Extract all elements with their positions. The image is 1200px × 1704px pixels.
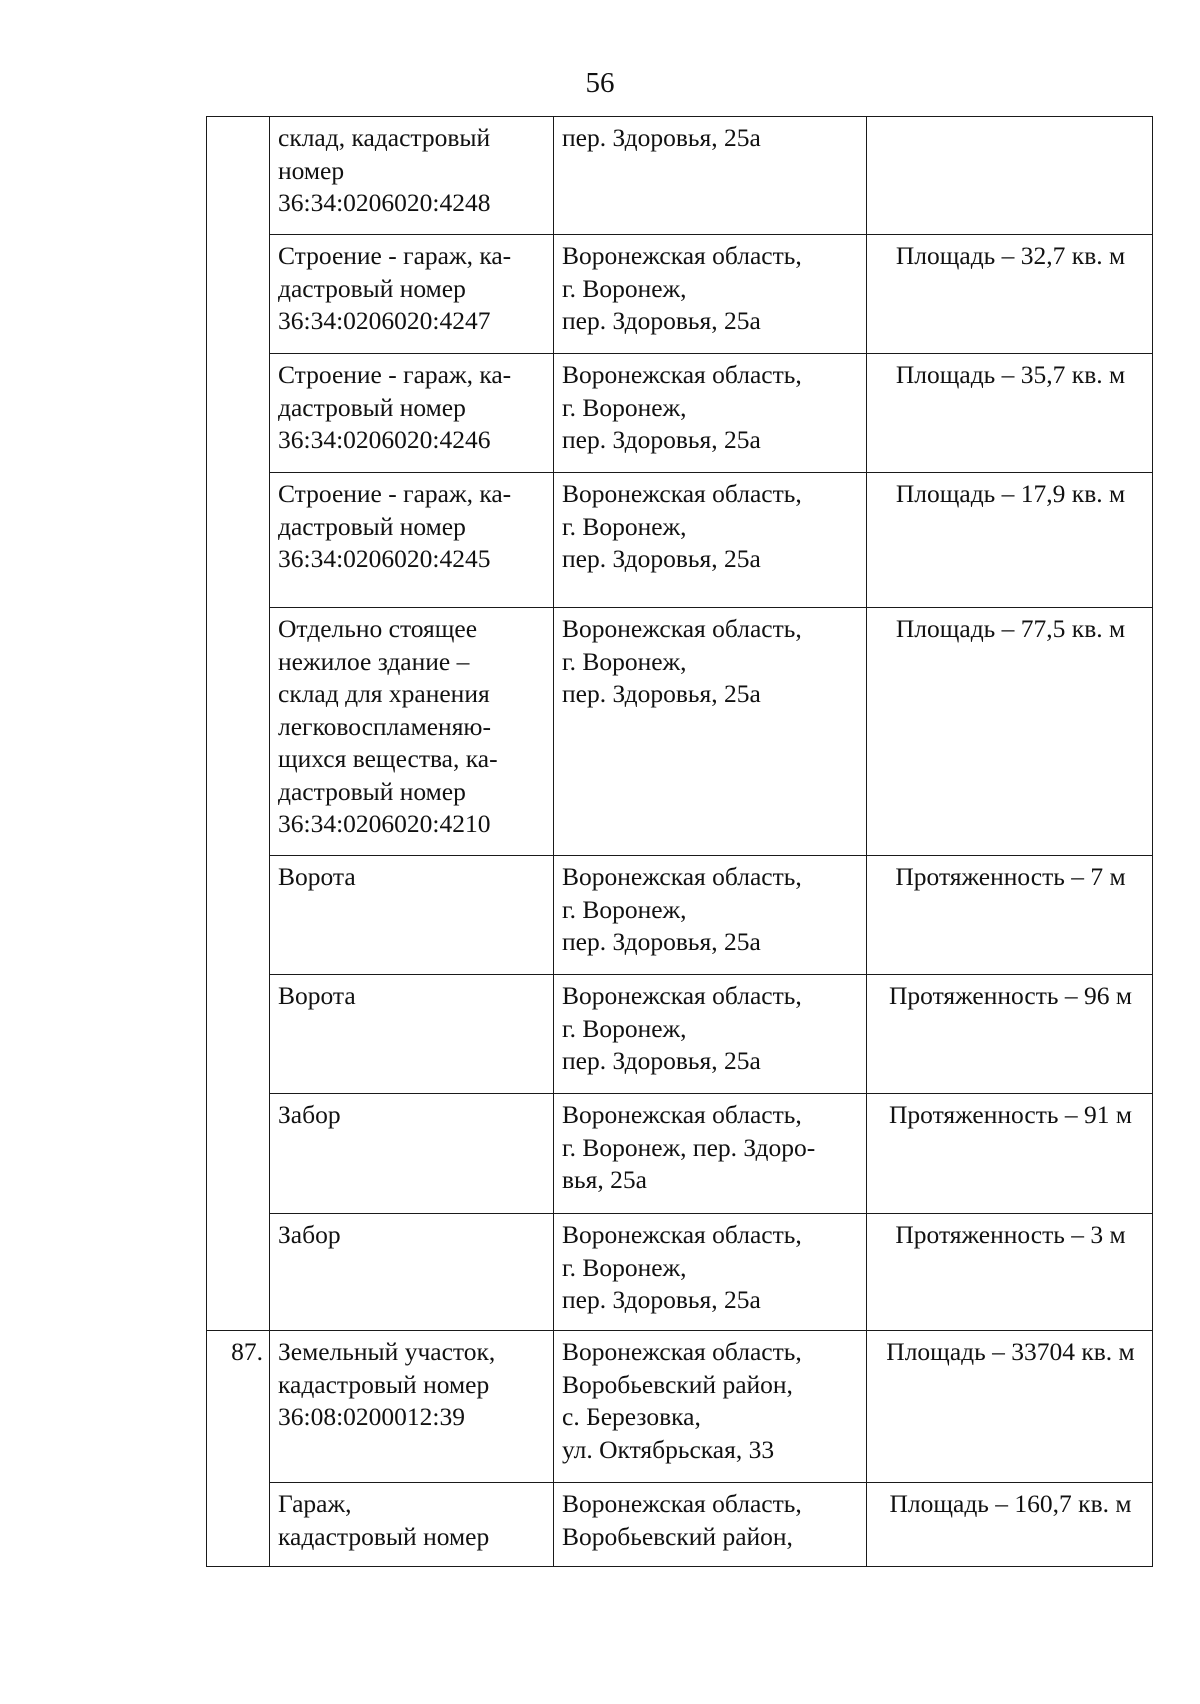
table-row [207, 1331, 1153, 1483]
address-cell: пер. Здоровья, 25а [554, 117, 867, 235]
characteristic-cell: Протяженность – 91 м [867, 1094, 1153, 1214]
characteristic-cell: Площадь – 77,5 кв. м [867, 608, 1153, 856]
characteristic-cell: Протяженность – 7 м [867, 856, 1153, 975]
address-cell: Воронежская область, г. Воронеж, пер. Здоровья, 25а [554, 1214, 867, 1331]
characteristic-cell: Площадь – 32,7 кв. м [867, 235, 1153, 354]
object-name-cell: Гараж, кадастровый номер [270, 1483, 554, 1567]
table-row [207, 235, 1153, 354]
object-name-cell: Строение - гараж, ка- дастровый номер 36:34:0206020:4245 [270, 473, 554, 608]
object-name-cell: склад, кадастровый номер 36:34:0206020:4248 [270, 117, 554, 235]
object-name-cell: Строение - гараж, ка- дастровый номер 36:34:0206020:4247 [270, 235, 554, 354]
row-number-cell [207, 117, 270, 1331]
address-cell: Воронежская область, г. Воронеж, пер. Здоровья, 25а [554, 473, 867, 608]
address-cell: Воронежская область, г. Воронеж, пер. Здоровья, 25а [554, 856, 867, 975]
table-row [207, 1214, 1153, 1331]
object-name-cell: Ворота [270, 856, 554, 975]
address-cell: Воронежская область, г. Воронеж, пер. Здоровья, 25а [554, 975, 867, 1094]
table-row [207, 975, 1153, 1094]
characteristic-cell [867, 117, 1153, 235]
table-row [207, 1094, 1153, 1214]
characteristic-cell: Площадь – 35,7 кв. м [867, 354, 1153, 473]
object-name-cell: Забор [270, 1214, 554, 1331]
address-cell: Воронежская область, г. Воронеж, пер. Здоровья, 25а [554, 354, 867, 473]
table-row [207, 354, 1153, 473]
address-cell: Воронежская область, г. Воронеж, пер. Здоровья, 25а [554, 608, 867, 856]
characteristic-cell: Протяженность – 3 м [867, 1214, 1153, 1331]
object-name-cell: Забор [270, 1094, 554, 1214]
object-name-cell: Земельный участок, кадастровый номер 36:08:0200012:39 [270, 1331, 554, 1483]
table-row [207, 117, 1153, 235]
property-table [206, 116, 1153, 1567]
characteristic-cell: Протяженность – 96 м [867, 975, 1153, 1094]
page-number: 56 [585, 67, 615, 99]
address-cell: Воронежская область, г. Воронеж, пер. Здоровья, 25а [554, 235, 867, 354]
characteristic-cell: Площадь – 33704 кв. м [867, 1331, 1153, 1483]
characteristic-cell: Площадь – 17,9 кв. м [867, 473, 1153, 608]
address-cell: Воронежская область, Воробьевский район, с. Березовка, ул. Октябрьская, 33 [554, 1331, 867, 1483]
object-name-cell: Отдельно стоящее нежилое здание – склад для хранения легковоспламеняю- щихся вещества, ка- дастровый номер 36:34:0206020:4210 [270, 608, 554, 856]
address-cell: Воронежская область, Воробьевский район, [554, 1483, 867, 1567]
object-name-cell: Ворота [270, 975, 554, 1094]
object-name-cell: Строение - гараж, ка- дастровый номер 36:34:0206020:4246 [270, 354, 554, 473]
row-number-cell: 87. [207, 1331, 270, 1567]
table-row [207, 608, 1153, 856]
table-row [207, 473, 1153, 608]
table-row [207, 856, 1153, 975]
table-row [207, 1483, 1153, 1567]
characteristic-cell: Площадь – 160,7 кв. м [867, 1483, 1153, 1567]
address-cell: Воронежская область, г. Воронеж, пер. Здоро- вья, 25а [554, 1094, 867, 1214]
